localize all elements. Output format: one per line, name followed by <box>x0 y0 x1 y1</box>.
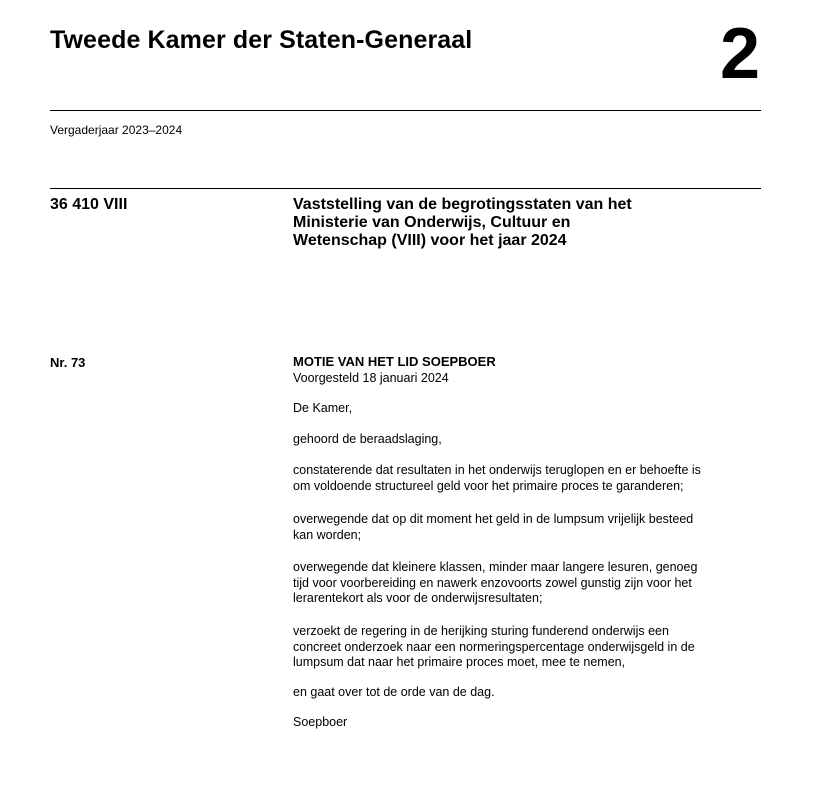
dossier-title <box>293 196 753 250</box>
dossier-title-line: Vaststelling van de begrotingsstaten van het <box>293 196 632 213</box>
session-year: Vergaderjaar 2023–2024 <box>50 123 183 137</box>
paragraph-request <box>293 624 763 671</box>
document-number: Nr. 73 <box>50 355 86 370</box>
text-line: verzoekt de regering in de herijking sturing funderend onderwijs een <box>293 624 669 638</box>
text-line: gehoord de beraadslaging, <box>293 432 442 446</box>
divider-dossier <box>50 188 761 189</box>
text-line: overwegende dat kleinere klassen, minder maar langere lesuren, genoeg <box>293 560 698 574</box>
paragraph-addressee <box>293 401 763 417</box>
text-line: lerarentekort als voor de onderwijsresultaten; <box>293 591 543 605</box>
dossier-title-line: Ministerie van Onderwijs, Cultuur en <box>293 214 571 231</box>
text-line: concreet onderzoek naar een normeringspercentage onderwijsgeld in de <box>293 639 695 654</box>
page-title: Tweede Kamer der Staten-Generaal <box>50 26 473 54</box>
motion-date: Voorgesteld 18 januari 2024 <box>293 371 449 385</box>
text-line: Soepboer <box>293 715 348 729</box>
signature <box>293 715 763 731</box>
chamber-number: 2 <box>719 14 760 94</box>
paragraph-closing <box>293 685 763 701</box>
paragraph-noting <box>293 463 763 494</box>
text-line: om voldoende structureel geld voor het primaire proces te garanderen; <box>293 478 684 493</box>
dossier-title-line: Wetenschap (VIII) voor het jaar 2024 <box>293 232 567 249</box>
paragraph-considering-1 <box>293 512 763 543</box>
text-line: kan worden; <box>293 527 362 542</box>
motion-title: MOTIE VAN HET LID SOEPBOER <box>293 354 496 369</box>
paragraph-heard <box>293 432 763 448</box>
text-line: en gaat over tot de orde van de dag. <box>293 685 495 699</box>
text-line: lumpsum dat naar het primaire proces moet, mee te nemen, <box>293 655 626 669</box>
text-line: overwegende dat op dit moment het geld in de lumpsum vrijelijk besteed <box>293 512 694 526</box>
text-line: tijd voor voorbereiding en nawerk enzovoorts zowel gunstig zijn voor het <box>293 575 692 590</box>
text-line: constaterende dat resultaten in het onderwijs teruglopen en er behoefte is <box>293 463 701 477</box>
paragraph-considering-2 <box>293 560 763 607</box>
text-line: De Kamer, <box>293 401 353 415</box>
divider-top <box>50 110 761 111</box>
dossier-number: 36 410 VIII <box>50 196 128 213</box>
